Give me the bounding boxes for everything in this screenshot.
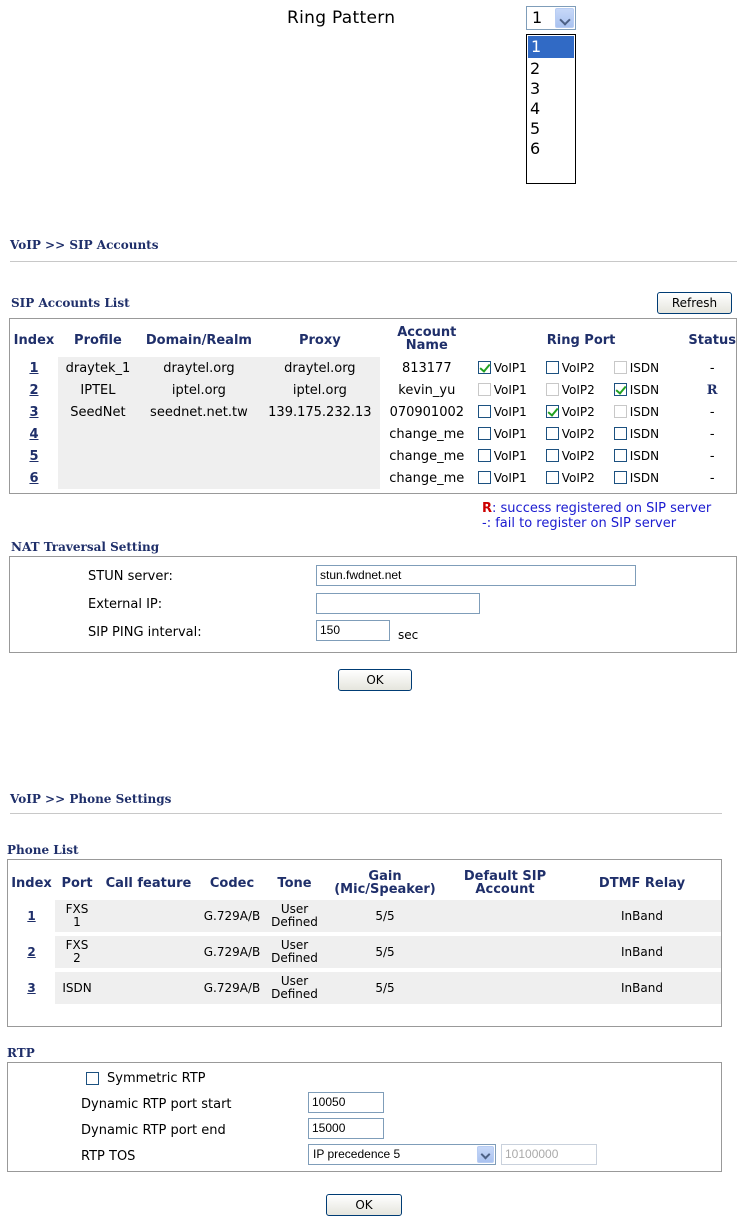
phone-port-cell-text: FXS	[65, 938, 89, 952]
ring-port-label: VoIP1	[493, 382, 527, 397]
col-gain	[323, 866, 447, 900]
phone-call-feature-cell	[99, 900, 198, 932]
phone-tone-cell-text: User	[280, 902, 309, 916]
phone-gain-cell-text: 5/5	[375, 944, 395, 959]
phone-tone-cell	[266, 900, 323, 932]
table-row	[8, 936, 721, 968]
sip-proxy-cell: draytel.org	[260, 357, 380, 379]
sip-proxy-cell: 139.175.232.13	[260, 401, 380, 423]
phone-gain-cell-text: 5/5	[375, 980, 395, 995]
rtp-box	[7, 1062, 722, 1172]
col-account-name: Account Name	[397, 325, 457, 353]
ring-option-6[interactable]: 6	[530, 139, 541, 158]
rtp-end-input[interactable]: 15000	[308, 1118, 384, 1139]
ring-port-checkbox[interactable]	[546, 383, 559, 396]
rtp-start-input[interactable]: 10050	[308, 1092, 384, 1113]
sip-ring-port-cell	[474, 379, 689, 401]
external-ip-input[interactable]	[316, 593, 480, 614]
phone-tone-cell	[266, 972, 323, 1004]
phone-port-cell-text: ISDN	[62, 980, 92, 995]
ring-port-checkbox[interactable]	[614, 471, 627, 484]
ring-port-option[interactable]	[478, 405, 546, 419]
sip-ring-port-cell	[474, 401, 689, 423]
external-ip-label: External IP:	[88, 597, 163, 612]
phone-call-feature-cell	[99, 972, 198, 1004]
sip-ring-port-cell	[474, 467, 689, 489]
divider	[10, 813, 722, 814]
ring-port-option[interactable]	[478, 383, 546, 397]
table-row	[10, 401, 736, 423]
ring-port-label: VoIP2	[561, 404, 595, 419]
phone-gain-cell-text: 5/5	[375, 908, 395, 923]
phone-table	[8, 866, 721, 1008]
symmetric-rtp-label: Symmetric RTP	[107, 1071, 206, 1086]
phone-breadcrumb: VoIP >> Phone Settings	[10, 792, 172, 806]
sip-proxy-cell: iptel.org	[260, 379, 380, 401]
ring-pattern-select[interactable]	[526, 6, 576, 30]
table-row	[10, 379, 736, 401]
phone-port-cell-text: FXS	[65, 902, 89, 916]
phone-tone-cell	[266, 936, 323, 968]
sip-profile-cell	[58, 423, 138, 445]
sip-ring-port-cell	[474, 445, 689, 467]
phone-port-cell	[55, 972, 99, 1004]
table-row	[10, 467, 736, 489]
table-row	[10, 357, 736, 379]
sip-account-cell: change_me	[389, 448, 465, 464]
sip-index-cell	[10, 357, 58, 379]
chevron-down-icon[interactable]	[477, 1146, 494, 1163]
legend-r-key: R	[482, 501, 493, 516]
ring-option-2[interactable]: 2	[530, 59, 541, 78]
ring-port-option[interactable]	[614, 449, 682, 463]
status-badge: -	[709, 360, 715, 376]
col-default-line1: Default SIP	[463, 869, 547, 884]
col-index: Index	[13, 332, 55, 348]
ring-port-label: VoIP1	[493, 360, 527, 375]
table-row	[10, 445, 736, 467]
sip-proxy-cell	[260, 467, 380, 489]
ring-port-option[interactable]	[614, 471, 682, 485]
phone-index-link[interactable]: 1	[27, 908, 36, 923]
ring-port-option[interactable]	[478, 449, 546, 463]
rtp-tos-label: RTP TOS	[81, 1149, 136, 1164]
sip-ok-button[interactable]: OK	[338, 669, 412, 691]
col-proxy: Proxy	[298, 332, 341, 348]
ring-port-option[interactable]	[478, 361, 546, 375]
ring-port-label: ISDN	[629, 360, 660, 375]
col-tone: Tone	[277, 875, 312, 891]
sip-account-cell: change_me	[389, 470, 465, 486]
sip-index-link[interactable]: 4	[29, 426, 39, 442]
ring-port-option[interactable]	[614, 361, 682, 375]
ring-port-option[interactable]	[614, 427, 682, 441]
sip-account-cell: 813177	[401, 360, 452, 376]
ring-port-option[interactable]	[614, 405, 682, 419]
sip-index-link[interactable]: 6	[29, 470, 39, 486]
ring-port-checkbox[interactable]	[614, 405, 627, 418]
sip-account-cell: change_me	[389, 426, 465, 442]
col-default-sip	[447, 866, 563, 900]
ring-port-label: ISDN	[629, 426, 660, 441]
rtp-title: RTP	[7, 1046, 35, 1060]
rtp-tos-bits-input: 10100000	[501, 1144, 597, 1165]
ring-port-checkbox[interactable]	[546, 405, 559, 418]
sip-account-cell: 070901002	[389, 404, 465, 420]
status-badge: R	[706, 382, 718, 398]
ring-port-label: VoIP1	[493, 470, 527, 485]
phone-codec-cell	[198, 936, 266, 968]
symmetric-rtp-checkbox[interactable]	[86, 1072, 99, 1085]
sip-ring-port-cell	[474, 423, 689, 445]
phone-call-feature-cell	[99, 936, 198, 968]
sip-index-link[interactable]: 1	[29, 360, 39, 376]
col-codec: Codec	[209, 875, 255, 891]
phone-dtmf-cell-text: InBand	[621, 980, 663, 995]
ring-port-checkbox[interactable]	[614, 449, 627, 462]
status-badge: -	[709, 448, 715, 464]
sip-ping-input[interactable]: 150	[316, 620, 390, 641]
phone-tone-cell-text: User	[280, 974, 309, 988]
phone-index-cell	[8, 972, 55, 1004]
chevron-down-icon[interactable]	[555, 8, 574, 28]
phone-gain-cell	[323, 936, 447, 968]
phone-codec-cell-text: G.729A/B	[203, 980, 261, 995]
ring-port-label: ISDN	[629, 448, 660, 463]
refresh-button[interactable]: Refresh	[657, 292, 732, 314]
table-row	[10, 423, 736, 445]
legend-r-text: : success registered on SIP server	[492, 501, 712, 516]
col-gain-line1: Gain	[368, 869, 402, 884]
ring-port-option[interactable]	[546, 405, 614, 419]
sip-profile-cell	[58, 467, 138, 489]
ring-port-label: VoIP2	[561, 448, 595, 463]
stun-label: STUN server:	[88, 569, 173, 584]
table-row	[8, 972, 721, 1004]
sip-proxy-cell	[260, 445, 380, 467]
ring-port-checkbox[interactable]	[478, 449, 491, 462]
rtp-tos-value: IP precedence 5	[313, 1147, 401, 1161]
col-profile: Profile	[74, 332, 122, 348]
ring-port-checkbox[interactable]	[614, 427, 627, 440]
legend-fail: -: fail to register on SIP server	[482, 516, 677, 531]
divider	[10, 261, 737, 262]
sip-domain-cell: seednet.net.tw	[138, 401, 260, 423]
sip-profile-cell: SeedNet	[58, 401, 138, 423]
ring-port-option[interactable]	[546, 361, 614, 375]
phone-port-cell-text: 2	[73, 951, 81, 965]
ring-pattern-options[interactable]	[526, 34, 576, 184]
phone-dtmf-cell	[563, 972, 721, 1004]
status-badge: -	[709, 470, 715, 486]
sip-index-link[interactable]: 5	[29, 448, 39, 464]
ring-port-option[interactable]	[546, 383, 614, 397]
ring-port-label: VoIP2	[561, 426, 595, 441]
sip-domain-cell	[138, 423, 260, 445]
legend-success	[482, 502, 711, 516]
phone-table-box	[7, 859, 722, 1027]
phone-codec-cell-text: G.729A/B	[203, 944, 261, 959]
phone-index-cell	[8, 936, 55, 968]
ring-port-option[interactable]	[546, 471, 614, 485]
phone-list-title: Phone List	[7, 843, 79, 857]
sip-breadcrumb: VoIP >> SIP Accounts	[10, 238, 159, 252]
sip-proxy-cell	[260, 423, 380, 445]
phone-dtmf-cell	[563, 900, 721, 932]
phone-port-cell	[55, 900, 99, 932]
status-badge: -	[709, 404, 715, 420]
sip-accounts-table	[10, 323, 736, 489]
ring-port-checkbox[interactable]	[478, 361, 491, 374]
ring-port-checkbox[interactable]	[546, 449, 559, 462]
nat-title: NAT Traversal Setting	[11, 540, 160, 554]
phone-codec-cell-text: G.729A/B	[203, 908, 261, 923]
sip-index-cell	[10, 467, 58, 489]
phone-codec-cell	[198, 900, 266, 932]
ring-port-label: ISDN	[629, 404, 660, 419]
ring-port-label: ISDN	[629, 382, 660, 397]
ring-option-3[interactable]: 3	[530, 79, 541, 98]
sip-index-cell	[10, 423, 58, 445]
ring-port-checkbox[interactable]	[614, 383, 627, 396]
sip-index-link[interactable]: 3	[29, 404, 39, 420]
col-gain-line2: (Mic/Speaker)	[334, 882, 436, 897]
phone-ok-button[interactable]: OK	[326, 1194, 402, 1216]
ring-port-option[interactable]	[546, 427, 614, 441]
phone-codec-cell	[198, 972, 266, 1004]
sip-ring-port-cell	[474, 357, 689, 379]
col-status: Status	[688, 332, 736, 348]
ring-port-label: VoIP2	[561, 360, 595, 375]
ring-port-checkbox[interactable]	[478, 427, 491, 440]
ring-pattern-label: Ring Pattern	[287, 8, 396, 28]
col-ring-port: Ring Port	[546, 332, 616, 348]
ring-port-option[interactable]	[614, 383, 682, 397]
phone-port-cell	[55, 936, 99, 968]
ring-port-option[interactable]	[546, 449, 614, 463]
phone-tone-cell-text: Defined	[271, 987, 318, 1001]
sip-index-link[interactable]: 2	[29, 382, 39, 398]
sip-account-cell: kevin_yu	[398, 382, 456, 398]
phone-index-cell	[8, 900, 55, 932]
col-dtmf: DTMF Relay	[598, 875, 686, 891]
phone-dtmf-cell	[563, 936, 721, 968]
table-row	[8, 900, 721, 932]
sip-index-cell	[10, 401, 58, 423]
ring-port-label: ISDN	[629, 470, 660, 485]
col-index: Index	[11, 875, 52, 891]
phone-default-sip-cell	[447, 936, 563, 968]
col-port: Port	[61, 875, 93, 891]
sip-ping-unit: sec	[398, 628, 419, 642]
status-badge: -	[709, 426, 715, 442]
phone-default-sip-cell	[447, 972, 563, 1004]
ring-option-1[interactable]: 1	[528, 36, 574, 58]
phone-gain-cell	[323, 900, 447, 932]
sip-ping-label: SIP PING interval:	[88, 625, 202, 640]
row-spacer-cell	[8, 1004, 721, 1008]
sip-list-title: SIP Accounts List	[11, 296, 130, 310]
nat-box	[9, 556, 737, 653]
ring-port-option[interactable]	[478, 471, 546, 485]
ring-option-5[interactable]: 5	[530, 119, 541, 138]
phone-default-sip-cell	[447, 900, 563, 932]
phone-index-link[interactable]: 2	[27, 944, 36, 959]
phone-port-cell-text: 1	[73, 915, 81, 929]
rtp-end-label: Dynamic RTP port end	[81, 1123, 226, 1138]
ring-option-4[interactable]: 4	[530, 99, 541, 118]
col-default-line2: Account	[475, 882, 535, 897]
ring-port-checkbox[interactable]	[614, 361, 627, 374]
phone-tone-cell-text: Defined	[271, 951, 318, 965]
ring-port-checkbox[interactable]	[478, 471, 491, 484]
phone-index-link[interactable]: 3	[27, 980, 36, 995]
col-call-feature: Call feature	[105, 875, 192, 891]
row-spacer	[8, 1004, 721, 1008]
rtp-tos-select[interactable]	[308, 1144, 496, 1165]
ring-port-label: VoIP2	[561, 382, 595, 397]
sip-domain-cell	[138, 467, 260, 489]
sip-profile-cell: draytek_1	[58, 357, 138, 379]
col-domain: Domain/Realm	[145, 332, 252, 348]
rtp-start-label: Dynamic RTP port start	[81, 1097, 232, 1112]
ring-port-checkbox[interactable]	[546, 471, 559, 484]
sip-domain-cell	[138, 445, 260, 467]
phone-gain-cell	[323, 972, 447, 1004]
sip-domain-cell: iptel.org	[138, 379, 260, 401]
sip-index-cell	[10, 445, 58, 467]
sip-domain-cell: draytel.org	[138, 357, 260, 379]
phone-dtmf-cell-text: InBand	[621, 908, 663, 923]
sip-profile-cell: IPTEL	[58, 379, 138, 401]
ring-port-label: VoIP1	[493, 404, 527, 419]
phone-tone-cell-text: Defined	[271, 915, 318, 929]
stun-input[interactable]: stun.fwdnet.net	[316, 565, 636, 586]
ring-pattern-value: 1	[532, 8, 543, 27]
ring-port-label: VoIP1	[493, 426, 527, 441]
sip-accounts-table-box	[9, 318, 737, 494]
ring-port-label: VoIP1	[493, 448, 527, 463]
ring-port-option[interactable]	[478, 427, 546, 441]
phone-dtmf-cell-text: InBand	[621, 944, 663, 959]
sip-profile-cell	[58, 445, 138, 467]
ring-port-checkbox[interactable]	[478, 383, 491, 396]
phone-tone-cell-text: User	[280, 938, 309, 952]
ring-port-checkbox[interactable]	[546, 427, 559, 440]
ring-port-checkbox[interactable]	[546, 361, 559, 374]
ring-port-label: VoIP2	[561, 470, 595, 485]
sip-index-cell	[10, 379, 58, 401]
ring-port-checkbox[interactable]	[478, 405, 491, 418]
